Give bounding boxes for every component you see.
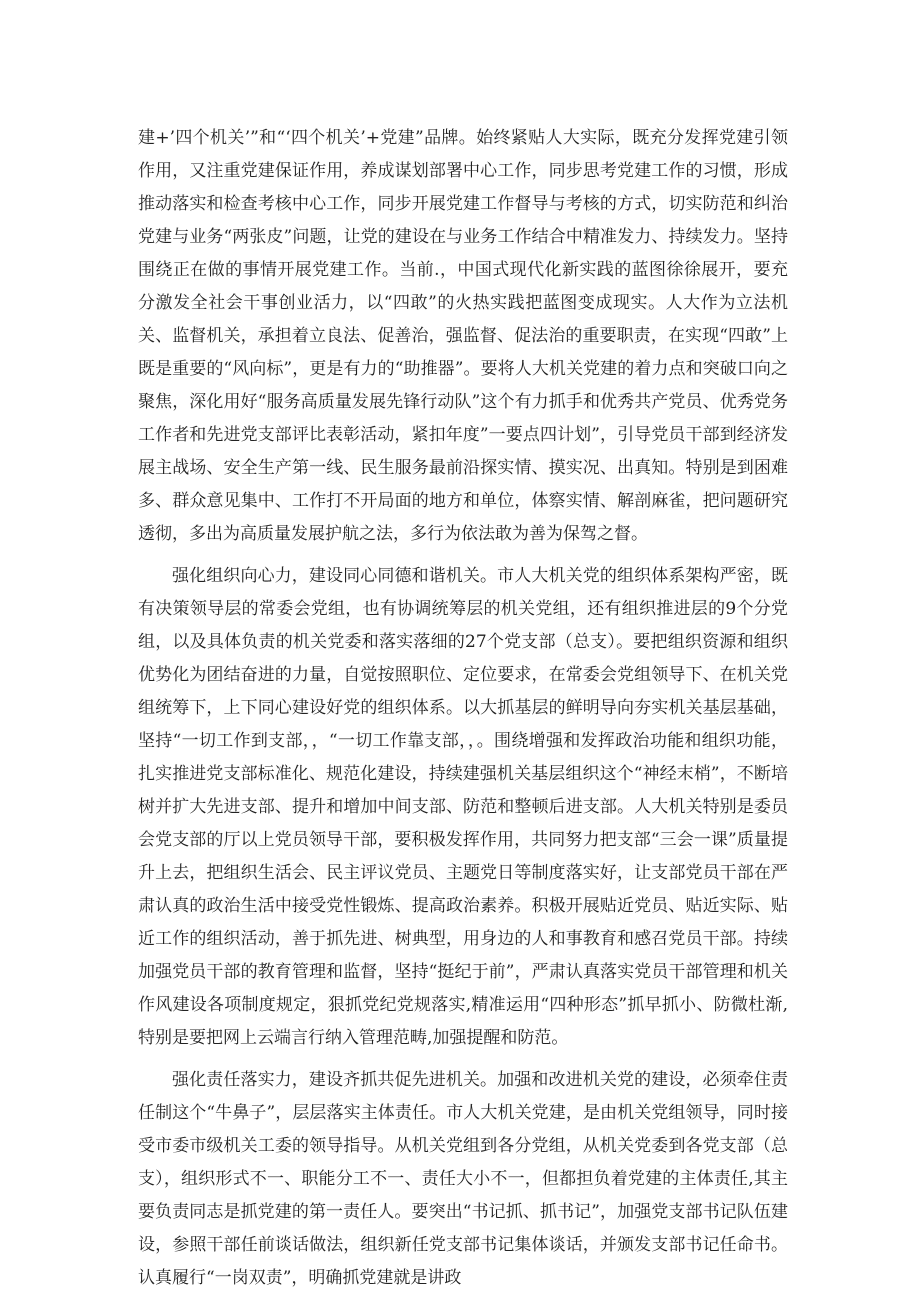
paragraph-responsibility-implementation: 强化责任落实力，建设齐抓共促先进机关。加强和改进机关党的建设，必须牵住责任制这个“牛鼻子”，层层落实主体责任。市人大机关党建，是由机关党组领导，同时接受市委市级机关工委的领导指导。从机关党组到各分党组，从机关党委到各党支部（总支），组织形式不一、职能分工不一、责任大小不一，但都担负着党建的主体责任,其主要负责同志是抓党建的第一责任人。要突出“书记抓、抓书记”，加强党支部书记队伍建设，参照干部任前谈话做法，组织新任党支部书记集体谈话，并颁发支部书记任命书。认真履行“一岗双责”，明确抓党建就是讲政 xyxy=(138,1070,788,1288)
paragraph-organization-cohesion: 强化组织向心力，建设同心同德和谐机关。市人大机关党的组织体系架构严密，既有决策领导层的常委会党组，也有协调统筹层的机关党组，还有组织推进层的9个分党组，以及具体负责的机关党委和落实落细的27个党支部（总支）。要把组织资源和组织优势化为团结奋进的力量，自觉按照职位、定位要求，在常委会党组领导下、在机关党组统筹下，上下同心建设好党的组织体系。以大抓基层的鲜明导向夯实机关基层基础，坚持“一切工作到支部，，“一切工作靠支部，，。围绕增强和发挥政治功能和组织功能，扎实推进党支部标准化、规范化建设，持续建强机关基层组织这个“神经末梢”，不断培树并扩大先进支部、提升和增加中间支部、防范和整顿后进支部。人大机关特别是委员会党支部的厅以上党员领导干部，要积极发挥作用，共同努力把支部“三会一课”质量提升上去，把组织生活会、民主评议党员、主题党日等制度落实好，让支部党员干部在严肃认真的政治生活中接受党性锻炼、提高政治素养。积极开展贴近党员、贴近实际、贴近工作的组织活动，善于抓先进、树典型，用身边的人和事教育和感召党员干部。持续加强党员干部的教育管理和监督，坚持“挺纪于前”，严肃认真落实党员干部管理和机关作风建设各项制度规定，狠抓党纪党规落实,精准运用“四种形态”抓早抓小、防微杜渐,特别是要把网上云端言行纳入管理范畴,加强提醒和防范。 xyxy=(138,566,788,1048)
paragraph-party-building-brand: 建+’四个机关’”和“‘四个机关’+党建”品牌。始终紧贴人大实际，既充分发挥党建引领作用，又注重党建保证作用，养成谋划部署中心工作，同步思考党建工作的习惯，形成推动落实和检查考核中心工作，同步开展党建工作督导与考核的方式，切实防范和纠治党建与业务“两张皮”问题，让党的建设在与业务工作结合中精准发力、持续发力。坚持围绕正在做的事情开展党建工作。当前.，中国式现代化新实践的蓝图徐徐展开，要充分激发全社会干事创业活力，以“四敢”的火热实践把蓝图变成现实。人大作为立法机关、监督机关，承担着立良法、促善治，强监督、促法治的重要职责，在实现“四敢”上既是重要的“风向标”，更是有力的“助推器”。要将人大机关党建的着力点和突破口向之聚焦，深化用好“服务高质量发展先锋行动队”这个有力抓手和优秀共产党员、优秀党务工作者和先进党支部评比表彰活动，紧扣年度”一要点四计划”，引导党员干部到经济发展主战场、安全生产第一线、民生服务最前沿探实情、摸实况、出真知。特别是到困难多、群众意见集中、工作打不开局面的地方和单位，体察实情、解剖麻雀，把问题研究透彻，多出为高质量发展护航之法，多行为依法敢为善为保驾之督。 xyxy=(138,128,788,544)
